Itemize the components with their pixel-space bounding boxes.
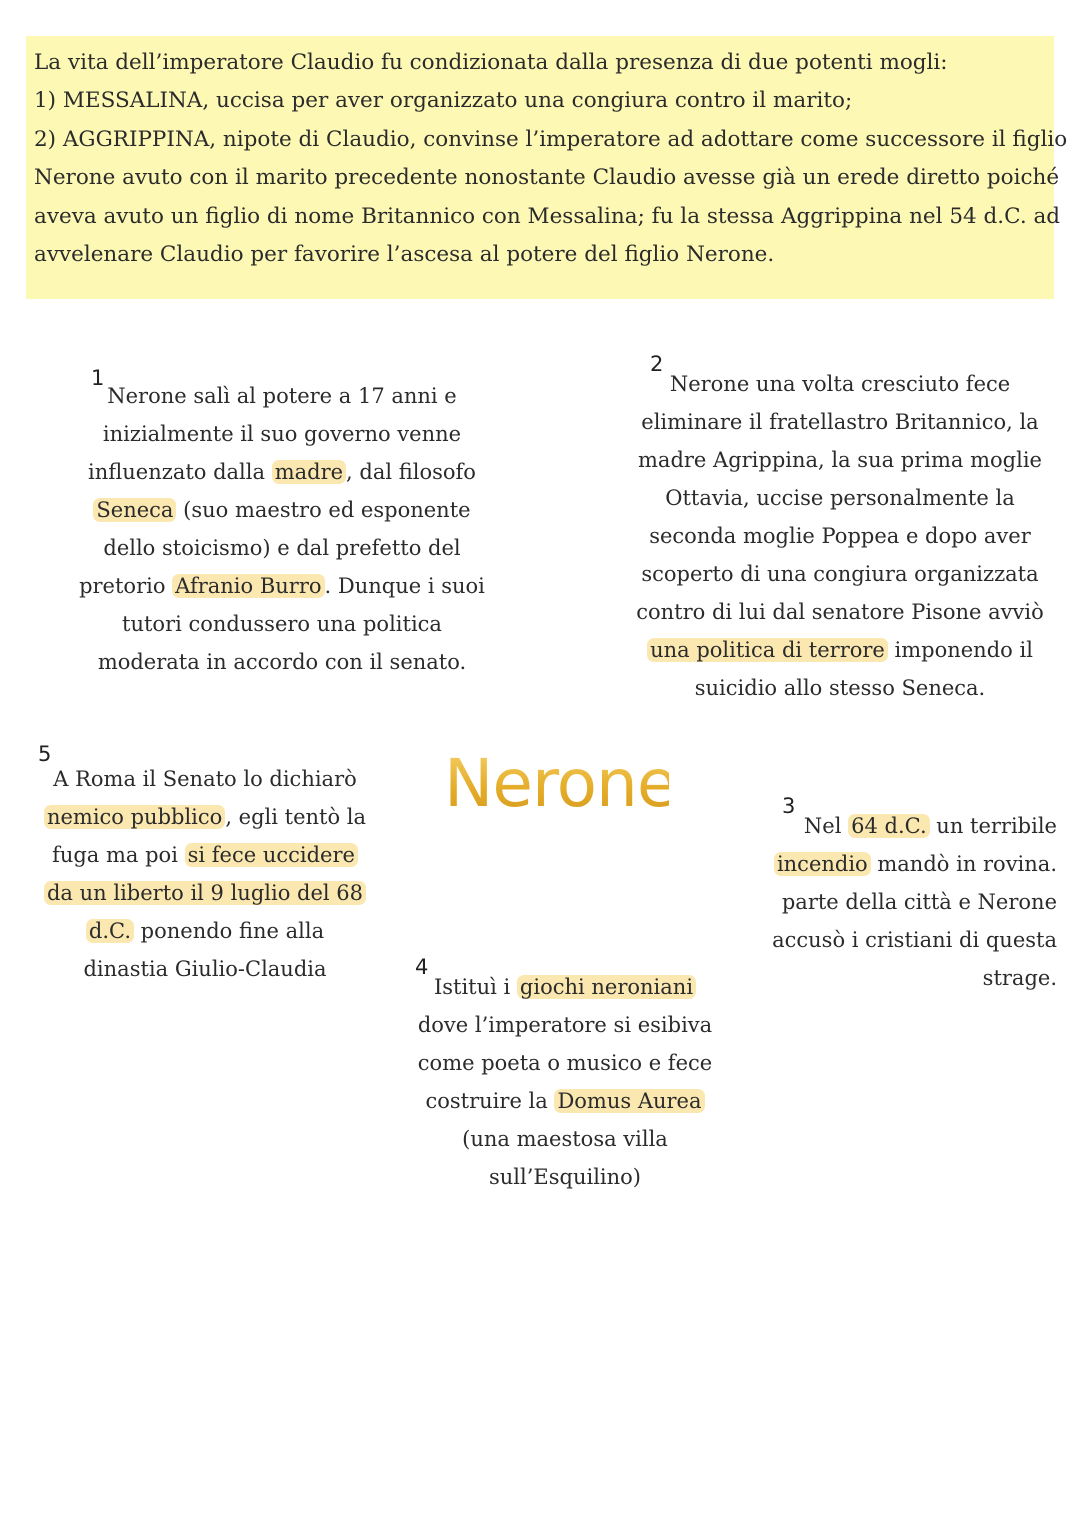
text: fuga ma poi xyxy=(52,843,185,867)
text: , dal filosofo xyxy=(346,460,476,484)
highlight: madre xyxy=(272,460,346,484)
text: eliminare il fratellastro Britannico, la xyxy=(641,410,1039,434)
section-2-line xyxy=(630,403,1050,441)
highlight: si fece uccidere xyxy=(185,843,358,867)
text: imponendo il xyxy=(887,638,1033,662)
section-1-line xyxy=(72,377,492,415)
section-2-line xyxy=(630,441,1050,479)
text: strage. xyxy=(982,966,1057,990)
text: seconda moglie Poppea e dopo aver xyxy=(649,524,1031,548)
section-2-line xyxy=(630,631,1050,669)
highlight: nemico pubblico xyxy=(44,805,225,829)
section-2-line xyxy=(630,365,1050,403)
text: tutori condussero una politica xyxy=(122,612,442,636)
section-4-text xyxy=(405,968,725,1196)
intro-line: avvelenare Claudio per favorire l’ascesa al potere del figlio Nerone. xyxy=(34,242,775,268)
section-2-text xyxy=(630,365,1050,707)
highlight: giochi neroniani xyxy=(517,975,696,999)
text: costruire la xyxy=(425,1089,555,1113)
section-4-line xyxy=(405,1158,725,1196)
section-2-line xyxy=(630,669,1050,707)
text: pretorio xyxy=(79,574,173,598)
section-1-line xyxy=(72,605,492,643)
intro-line: La vita dell’imperatore Claudio fu condizionata dalla presenza di due potenti mogli: xyxy=(34,50,948,75)
section-4-line xyxy=(405,1044,725,1082)
text: (suo maestro ed esponente xyxy=(176,498,471,522)
text: A Roma il Senato lo dichiarò xyxy=(53,767,357,791)
section-2-line xyxy=(630,555,1050,593)
section-5-line xyxy=(40,874,370,912)
section-1-line xyxy=(72,529,492,567)
text: . Dunque i suoi xyxy=(324,574,485,598)
text: un terribile xyxy=(929,814,1057,838)
section-3-line xyxy=(760,883,1057,921)
highlight: Domus Aurea xyxy=(554,1089,704,1113)
section-1-text xyxy=(72,377,492,681)
section-4-line xyxy=(405,1120,725,1158)
section-4-line xyxy=(405,1006,725,1044)
text: madre Agrippina, la sua prima moglie xyxy=(638,448,1042,472)
text: contro di lui dal senatore Pisone avviò xyxy=(636,600,1044,624)
section-2-line xyxy=(630,593,1050,631)
section-4-line xyxy=(405,968,725,1006)
section-5-line xyxy=(40,950,370,988)
highlight: incendio xyxy=(774,852,871,876)
text: suicidio allo stesso Seneca. xyxy=(694,676,986,700)
text: Nerone salì al potere a 17 anni e xyxy=(107,384,457,408)
highlight: 64 d.C. xyxy=(848,814,930,838)
section-5-line xyxy=(40,912,370,950)
section-5-number: 5 xyxy=(38,742,52,766)
section-1-line xyxy=(72,643,492,681)
text: ponendo fine alla xyxy=(134,919,325,943)
text: parte della città e Nerone xyxy=(781,890,1057,914)
text: Ottavia, uccise personalmente la xyxy=(665,486,1015,510)
intro-line: Nerone avuto con il marito precedente nonostante Claudio avesse già un erede diretto poiché xyxy=(34,165,1060,191)
text: Nel xyxy=(803,814,849,838)
intro-line: 1) MESSALINA, uccisa per aver organizzato una congiura contro il marito; xyxy=(34,88,853,114)
highlight: da un liberto il 9 luglio del 68 xyxy=(44,881,366,905)
section-2-line xyxy=(630,517,1050,555)
text: Istituì i xyxy=(433,975,517,999)
section-2-number: 2 xyxy=(650,352,664,376)
section-1-line xyxy=(72,567,492,605)
text: accusò i cristiani di questa xyxy=(772,928,1057,952)
highlight: una politica di terrore xyxy=(647,638,888,662)
section-3-number: 3 xyxy=(782,794,796,818)
section-3-line xyxy=(760,845,1057,883)
section-3-line xyxy=(760,959,1057,997)
section-5-line xyxy=(40,836,370,874)
highlight: Seneca xyxy=(93,498,176,522)
section-5-line xyxy=(40,760,370,798)
section-4-line xyxy=(405,1082,725,1120)
text: dinastia Giulio-Claudia xyxy=(83,957,327,981)
text: inizialmente il suo governo venne xyxy=(102,422,462,446)
section-2-line xyxy=(630,479,1050,517)
text: , egli tentò la xyxy=(225,805,367,829)
highlight: d.C. xyxy=(86,919,134,943)
section-3-line xyxy=(760,921,1057,959)
text: dove l’imperatore si esibiva xyxy=(417,1013,713,1037)
text: influenzato dalla xyxy=(88,460,272,484)
intro-line: 2) AGGRIPPINA, nipote di Claudio, convinse l’imperatore ad adottare come successore il figlio xyxy=(34,126,1068,152)
intro-box xyxy=(26,36,1068,299)
text: (una maestosa villa xyxy=(462,1127,668,1151)
text: mandò in rovina. xyxy=(870,852,1057,876)
section-1-line xyxy=(72,453,492,491)
page-title: Nerone xyxy=(444,745,677,822)
section-5-line xyxy=(40,798,370,836)
section-1-line xyxy=(72,491,492,529)
section-1-line xyxy=(72,415,492,453)
section-3-text xyxy=(760,807,1057,997)
text: Nerone una volta cresciuto fece xyxy=(669,372,1011,396)
section-3-line xyxy=(760,807,1057,845)
text: dello stoicismo) e dal prefetto del xyxy=(103,536,461,560)
text: scoperto di una congiura organizzata xyxy=(641,562,1039,586)
highlight: Afranio Burro xyxy=(172,574,324,598)
intro-line: aveva avuto un figlio di nome Britannico con Messalina; fu la stessa Aggrippina nel 54 d.C. ad xyxy=(34,203,1061,229)
text: moderata in accordo con il senato. xyxy=(97,650,467,674)
section-1-number: 1 xyxy=(91,366,105,390)
text: sull’Esquilino) xyxy=(489,1165,641,1189)
section-4-number: 4 xyxy=(415,955,429,979)
text: come poeta o musico e fece xyxy=(417,1051,713,1075)
section-5-text xyxy=(40,760,370,988)
